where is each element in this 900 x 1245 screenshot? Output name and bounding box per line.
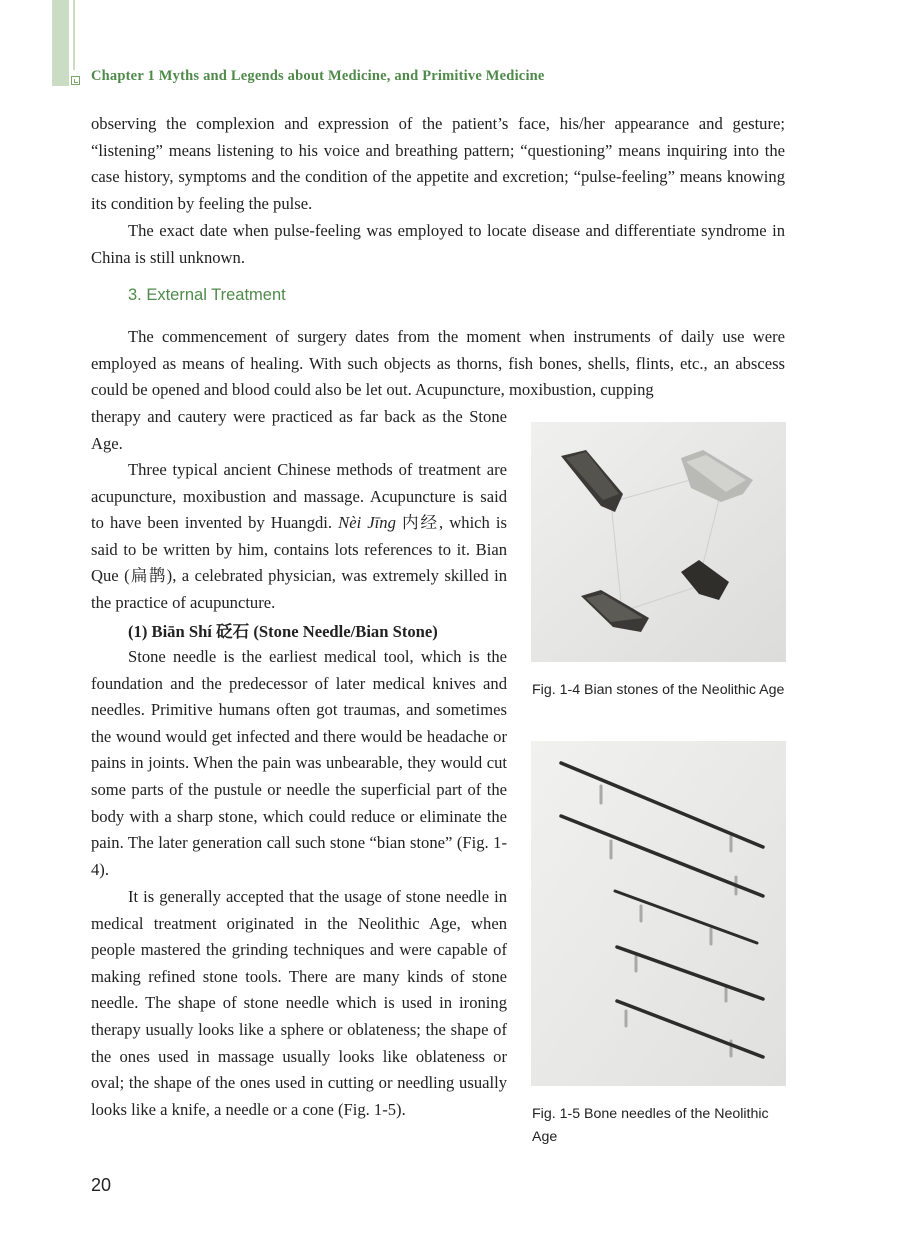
section-title: 3. External Treatment <box>128 286 286 304</box>
header-decor-line <box>73 0 75 70</box>
paragraph-four-examinations: observing the complexion and expression of the patient’s face, his/her appearance and gesture; “listening” means listening to his voice and breathing pattern; “questioning” means inquiring into the case history, symptoms and the condition of the appetite and excretion; “pulse-feeling” means knowing its condition by feeling the pulse. <box>91 114 785 213</box>
figure-bone-needles <box>531 741 786 1086</box>
figure-bian-stones <box>531 422 786 662</box>
paragraph-text: Three typical ancient Chinese methods of treatment are acupuncture, moxibustion and massage. Acupuncture is said to have been invented by Huangdi. <box>91 460 507 533</box>
paragraph-three-methods <box>91 457 507 617</box>
figure-caption: Fig. 1-5 Bone needles of the Neolithic Age <box>532 1106 769 1145</box>
figure-caption: Fig. 1-4 Bian stones of the Neolithic Age <box>532 682 785 698</box>
header-decor-bar <box>52 0 69 86</box>
running-head: Chapter 1 Myths and Legends about Medicine, and Primitive Medicine <box>91 68 545 84</box>
subheading-bian-shi: (1) Biān Shí 砭石 (Stone Needle/Bian Stone) <box>128 622 438 641</box>
book-title-italic: Nèi Jīng <box>338 513 396 533</box>
bian-stones-photo <box>531 422 786 662</box>
paragraph-surgery-continued: therapy and cautery were practiced as far back as the Stone Age. <box>91 407 507 453</box>
bone-needles-photo <box>531 741 786 1086</box>
paragraph-text: 内经, which is said to be written by him, contains lots references to it. Bian Que (扁鹊), a celebrated physician, was extremely skilled in the practice of acupuncture. <box>91 513 508 612</box>
paragraph-stone-needle: Stone needle is the earliest medical tool, which is the foundation and the predecessor of later medical knives and needles. Primitive humans often got traumas, and sometimes the wound would get infected and there would be headache or pains in joints. When the pain was unbearable, they would cut some parts of the pustule or needle the superficial part of the body with a sharp stone, which could reduce or eliminate the pain. The later generation call such stone “bian stone” (Fig. 1-4). <box>91 647 507 879</box>
chapter-marker-icon <box>71 76 80 85</box>
page-number: 20 <box>91 1175 112 1195</box>
paragraph-pulse-date: The exact date when pulse-feeling was employed to locate disease and differentiate syndrome in China is still unknown. <box>91 221 785 267</box>
paragraph-surgery-intro: The commencement of surgery dates from the moment when instruments of daily use were employed as means of healing. With such objects as thorns, fish bones, shells, flints, etc., an abscess could be opened and blood could also be let out. Acupuncture, moxibustion, cupping <box>91 327 785 400</box>
paragraph-neolithic-origin: It is generally accepted that the usage of stone needle in medical treatment originated in the Neolithic Age, when people mastered the grinding techniques and were capable of making refined stone tools. There are many kinds of stone needle. The shape of stone needle which is used in ironing therapy usually looks like a sphere or oblateness; the shape of the ones used in massage usually looks like oblateness or oval; the shape of the ones used in cutting or needling usually looks like a knife, a needle or a cone (Fig. 1-5). <box>91 887 507 1119</box>
